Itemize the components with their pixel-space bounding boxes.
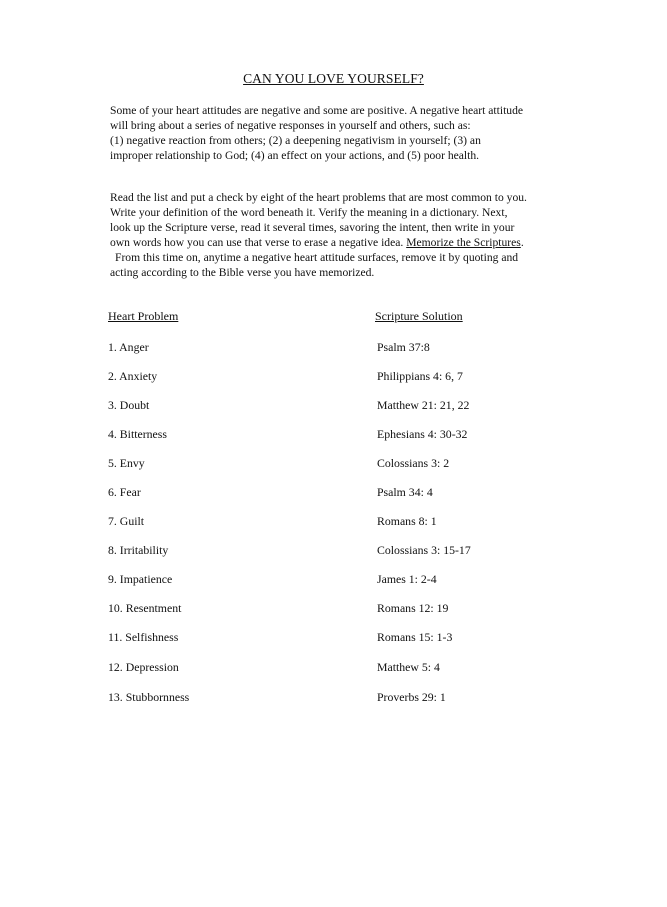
intro-line: will bring about a series of negative responses in yourself and others, such as: [110, 119, 471, 132]
heart-problem-cell: 1. Anger [108, 340, 149, 354]
scripture-cell: James 1: 2-4 [377, 572, 437, 586]
column-header-heart-problem: Heart Problem [108, 309, 179, 323]
scripture-cell: Psalm 34: 4 [377, 485, 433, 499]
intro-line: (1) negative reaction from others; (2) a deepening negativism in yourself; (3) an [110, 134, 481, 147]
intro-line: improper relationship to God; (4) an effect on your actions, and (5) poor health. [110, 149, 480, 162]
scripture-cell: Romans 8: 1 [377, 514, 437, 528]
heart-problem-cell: 6. Fear [108, 485, 141, 499]
heart-problem-cell: 10. Resentment [108, 601, 182, 615]
heart-problem-cell: 8. Irritability [108, 543, 169, 557]
instructions-line: Write your definition of the word beneath it. Verify the meaning in a dictionary. Next, [110, 206, 508, 219]
scripture-cell: Matthew 21: 21, 22 [377, 398, 470, 412]
heart-problem-cell: 11. Selfishness [108, 630, 179, 644]
heart-problem-cell: 9. Impatience [108, 572, 173, 586]
intro-paragraph [110, 103, 570, 163]
scripture-cell: Ephesians 4: 30-32 [377, 427, 468, 441]
intro-line: Some of your heart attitudes are negative and some are positive. A negative heart attitude [110, 104, 524, 117]
scripture-cell: Psalm 37:8 [377, 340, 430, 354]
heart-problem-cell: 13. Stubbornness [108, 690, 190, 704]
scripture-cell: Colossians 3: 15-17 [377, 543, 471, 557]
instructions-line: From this time on, anytime a negative heart attitude surfaces, remove it by quoting and [115, 251, 519, 264]
heart-problem-cell: 7. Guilt [108, 514, 145, 528]
heart-problem-cell: 12. Depression [108, 660, 179, 674]
instructions-paragraph [110, 190, 580, 280]
instructions-line: look up the Scripture verse, read it several times, savoring the intent, then write in your [110, 221, 515, 234]
heart-problem-cell: 2. Anxiety [108, 369, 158, 383]
instructions-line: acting according to the Bible verse you have memorized. [110, 266, 375, 279]
instructions-line [110, 235, 580, 250]
scripture-cell: Romans 12: 19 [377, 601, 449, 615]
heart-problem-cell: 4. Bitterness [108, 427, 167, 441]
scripture-cell: Matthew 5: 4 [377, 660, 440, 674]
heart-problem-cell: 3. Doubt [108, 398, 150, 412]
column-header-scripture-solution: Scripture Solution [375, 309, 463, 323]
memorize-emphasis: Memorize the Scriptures [406, 236, 521, 249]
scripture-cell: Romans 15: 1-3 [377, 630, 453, 644]
scripture-cell: Colossians 3: 2 [377, 456, 450, 470]
instructions-line: Read the list and put a check by eight of the heart problems that are most common to you. [110, 191, 527, 204]
scripture-cell: Proverbs 29: 1 [377, 690, 446, 704]
instructions-period: . [520, 236, 524, 249]
scripture-cell: Philippians 4: 6, 7 [377, 369, 463, 383]
heart-problem-cell: 5. Envy [108, 456, 145, 470]
page-title: CAN YOU LOVE YOURSELF? [243, 71, 424, 86]
instructions-text: own words how you can use that verse to erase a negative idea. [110, 236, 407, 249]
